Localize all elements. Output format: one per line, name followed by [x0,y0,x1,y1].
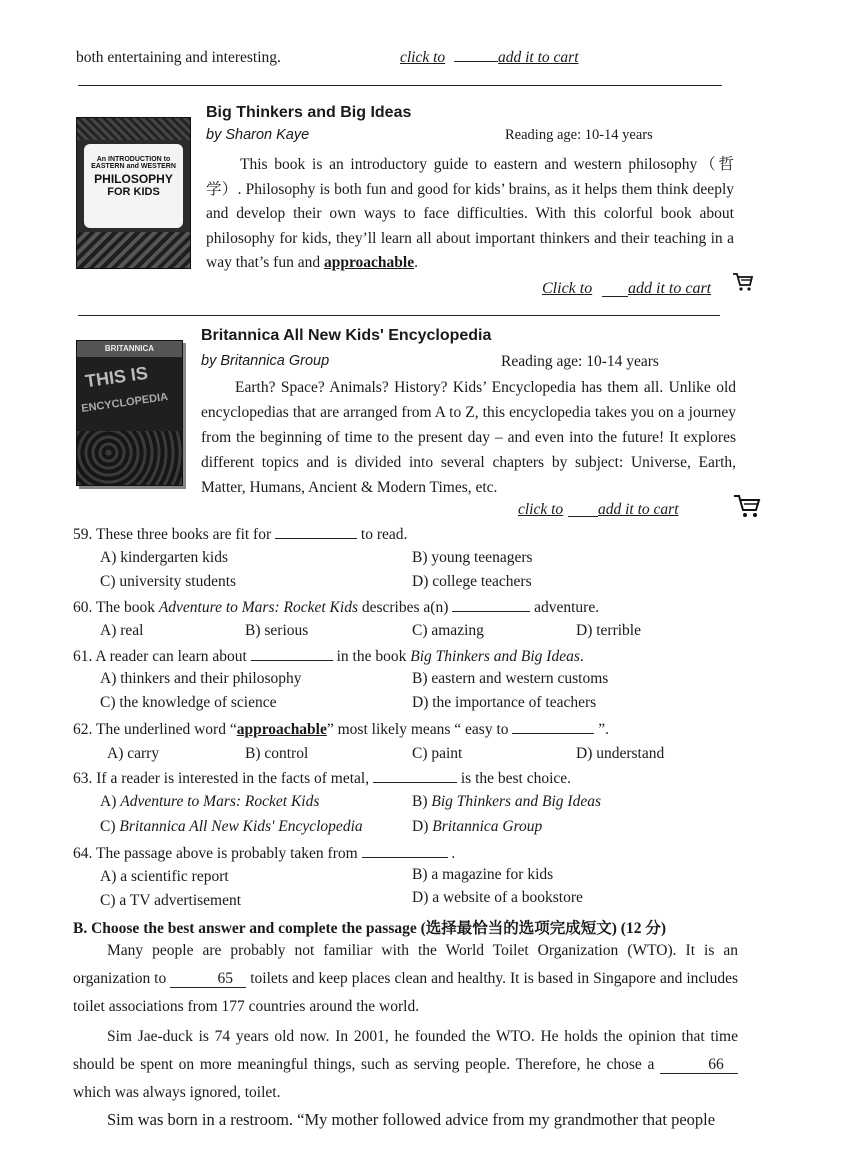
link-underline [454,61,498,62]
question-59-stem: 59. These three books are fit for to read. [73,526,408,543]
option-60a[interactable]: A) real [100,622,144,639]
option-61c[interactable]: C) the knowledge of science [100,694,277,711]
option-59d[interactable]: D) college teachers [412,573,532,590]
cover-line: THIS IS [83,362,150,392]
click-to-link[interactable]: click to [400,49,446,66]
book-description: Earth? Space? Animals? History? Kids’ Encyclopedia has them all. Unlike old encyclopedias that are arranged from A to Z, this encyclopedia takes you on a journey from the beginning of time to the present day – and even into the future! It explores different topics and is divided into several chapters by subject: Universe, Earth, Matter, Humans, Ancient & Modern Times, etc. [201,379,736,496]
option-59a[interactable]: A) kindergarten kids [100,549,228,566]
previous-book-text: both entertaining and interesting. [76,49,281,66]
option-64d[interactable]: D) a website of a bookstore [412,889,583,906]
click-to-link[interactable]: click to [518,501,564,518]
option-60c[interactable]: C) amazing [412,622,484,639]
option-59c[interactable]: C) university students [100,573,237,590]
description-text: This book is an introductory guide to eastern and western philosophy（哲学）. Philosophy is both fun and good for kids’ brains, as it helps them think deeply and develop their own ways to face difficulties. With this colorful book about philosophy for kids, they’ll learn all about important thinkers and their teaching in a way that’s fun and [206,156,734,271]
reading-age: Reading age: 10-14 years [505,127,653,143]
cover-line: BRITANNICA [77,341,182,357]
period: . [414,254,418,271]
option-63c[interactable]: C) Britannica All New Kids' Encyclopedia [100,818,363,835]
book-cover-encyclopedia[interactable] [76,340,183,486]
add-to-cart-link[interactable]: add it to cart [498,49,579,66]
option-63a[interactable]: A) Adventure to Mars: Rocket Kids [100,793,320,810]
passage-paragraph: Sim was born in a restroom. “My mother followed advice from my grandmother that people [107,1110,716,1129]
cover-line: PHILOSOPHY [94,172,173,186]
question-61-stem: 61. A reader can learn about in the book Big Thinkers and Big Ideas. [73,648,584,665]
cover-line: EASTERN and WESTERN [91,163,176,170]
option-62c[interactable]: C) paint [412,745,463,762]
option-60b[interactable]: B) serious [245,622,309,639]
click-to-link[interactable]: Click to [542,280,593,297]
book-description [206,153,734,276]
divider [78,315,720,316]
link-underline [568,516,598,517]
link-underline [602,296,628,297]
option-63b[interactable]: B) Big Thinkers and Big Ideas [412,793,601,810]
divider [78,85,722,86]
book-title: Britannica All New Kids' Encyclopedia [201,327,492,344]
add-to-cart-link[interactable]: add it to cart [628,280,712,297]
cover-line: An INTRODUCTION to [96,156,171,163]
question-60-stem: 60. The book Adventure to Mars: Rocket Kids describes a(n) adventure. [73,599,600,616]
underlined-word: approachable [323,254,415,271]
question-63-stem: 63. If a reader is interested in the facts of metal, is the best choice. [73,770,572,787]
cart-icon[interactable] [733,494,761,518]
question-62-stem: 62. The underlined word “approachable” most likely means “ easy to ”. [73,721,610,738]
option-62a[interactable]: A) carry [107,745,160,762]
option-61d[interactable]: D) the importance of teachers [412,694,597,711]
option-62d[interactable]: D) understand [576,745,665,762]
blank-66[interactable]: 66 [660,1057,738,1074]
option-62b[interactable]: B) control [245,745,309,762]
option-63d[interactable]: D) Britannica Group [412,818,543,835]
option-64a[interactable]: A) a scientific report [100,868,229,885]
book-cover-philosophy[interactable] [76,117,191,269]
option-61b[interactable]: B) eastern and western customs [412,670,609,687]
option-64c[interactable]: C) a TV advertisement [100,892,242,909]
reading-age: Reading age: 10-14 years [501,353,659,370]
option-61a[interactable]: A) thinkers and their philosophy [100,670,302,687]
blank-65[interactable]: 65 [170,971,246,988]
add-to-cart-link[interactable]: add it to cart [598,501,679,518]
cover-line: FOR KIDS [107,186,160,198]
section-b-heading: B. Choose the best answer and complete the passage (选择最恰当的选项完成短文) (12 分) [73,920,666,937]
cover-line: ENCYCLOPEDIA [80,390,169,416]
passage-paragraph: Sim Jae-duck is 74 years old now. In 2001, he founded the WTO. He holds the opinion that time should be spent on more meaningful things, such as serving people. Therefore, he chose a 66 which was always ignored, toilet. [73,1028,738,1101]
book-author: by Britannica Group [201,353,330,369]
question-64-stem: 64. The passage above is probably taken from . [73,845,456,862]
cart-icon[interactable] [732,272,754,292]
book-author: by Sharon Kaye [206,127,310,143]
option-60d[interactable]: D) terrible [576,622,641,639]
book-title: Big Thinkers and Big Ideas [206,104,412,121]
option-59b[interactable]: B) young teenagers [412,549,533,566]
option-64b[interactable]: B) a magazine for kids [412,866,554,883]
passage-paragraph: Many people are probably not familiar with the World Toilet Organization (WTO). It is an organization to 65 toilets and keep places clean and healthy. It is based in Singapore and includes toilet associations from 177 countries around the world. [73,942,738,1015]
